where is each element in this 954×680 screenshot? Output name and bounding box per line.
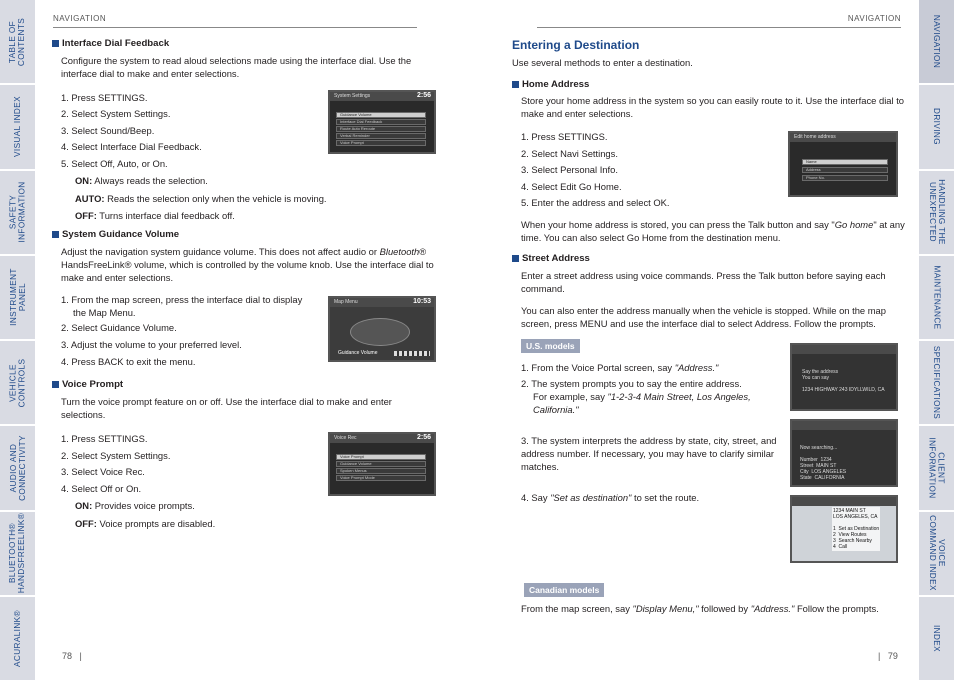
home-after: When your home address is stored, you can press the Talk button and say "Go home" at any time. You can also select Go Home from the destination menu. bbox=[521, 219, 905, 243]
street-step-2: 2. The system prompts you to say the entire address. bbox=[521, 378, 742, 389]
tab-voice-command-index[interactable]: VOICE COMMAND INDEX bbox=[919, 512, 954, 595]
street-step-4: 4. Say "Set as destination" to set the route. bbox=[521, 492, 700, 503]
screen-clock: 2:56 bbox=[416, 92, 431, 99]
page-subtitle: Use several methods to enter a destination. bbox=[512, 57, 693, 68]
voice-heading: Voice Prompt bbox=[52, 379, 123, 390]
volume-steps: 1. From the map screen, press the interface dial to display the Map Menu. 2. Select Guidance Volume. 3. Adjust the volume to your preferred level. 4. Press BACK to exit the menu. bbox=[61, 294, 303, 367]
tab-client-information[interactable]: CLIENT INFORMATION bbox=[919, 426, 954, 509]
tab-navigation[interactable]: NAVIGATION bbox=[919, 0, 954, 83]
dial-intro: Configure the system to read aloud selections made using the interface dial. Use the interface dial to make and enter selections. bbox=[61, 55, 412, 79]
heading-marker bbox=[52, 381, 59, 388]
canadian-instructions: From the map screen, say "Display Menu," followed by "Address." Follow the prompts. bbox=[521, 603, 879, 614]
dial-options: ON: Always reads the selection. AUTO: Reads the selection only when the vehicle is moving. OFF: Turns interface dial feedback off. bbox=[75, 175, 327, 221]
heading-marker bbox=[512, 81, 519, 88]
tab-audio-connectivity[interactable]: AUDIO AND CONNECTIVITY bbox=[0, 426, 35, 509]
screen-toolbar bbox=[792, 345, 896, 354]
screen-toolbar bbox=[792, 421, 896, 430]
left-chapter-tabs bbox=[0, 0, 35, 680]
map-menu-dial bbox=[350, 318, 410, 346]
tab-vehicle-controls[interactable]: VEHICLE CONTROLS bbox=[0, 341, 35, 424]
tab-index[interactable]: INDEX bbox=[919, 597, 954, 680]
right-chapter-tabs bbox=[919, 0, 954, 680]
street-step-2-example: For example, say "1-2-3-4 Main Street, Los Angeles, California." bbox=[533, 391, 751, 415]
voice-intro: Turn the voice prompt feature on or off. Use the interface dial to make and enter selections. bbox=[61, 396, 392, 420]
home-steps: 1. Press SETTINGS. 2. Select Navi Settings. 3. Select Personal Info. 4. Select Edit Go Home. 5. Enter the address and select OK. bbox=[521, 131, 670, 209]
tab-driving[interactable]: DRIVING bbox=[919, 85, 954, 168]
tab-bluetooth[interactable]: BLUETOOTH® HANDSFREELINK® bbox=[0, 512, 35, 595]
volume-heading: System Guidance Volume bbox=[52, 229, 179, 240]
voice-steps: 1. Press SETTINGS. 2. Select System Settings. 3. Select Voice Rec. 4. Select Off or On. bbox=[61, 433, 171, 494]
street-heading: Street Address bbox=[512, 253, 590, 264]
voice-options: ON: Provides voice prompts. OFF: Voice prompts are disabled. bbox=[75, 500, 216, 529]
canadian-models-badge: Canadian models bbox=[524, 583, 604, 597]
dial-heading: Interface Dial Feedback bbox=[52, 38, 169, 49]
street-step-3: 3. The system interprets the address by state, city, street, and address number. If necessary, you may have to clarify similar matches. bbox=[521, 435, 777, 472]
tab-maintenance[interactable]: MAINTENANCE bbox=[919, 256, 954, 339]
screen-toolbar bbox=[792, 497, 896, 506]
tab-table-of-contents[interactable]: TABLE OF CONTENTS bbox=[0, 0, 35, 83]
street-manual: You can also enter the address manually when the vehicle is stopped. While on the map screen, press MENU and use the interface dial to select Address. Follow the prompts. bbox=[521, 305, 886, 329]
dial-steps: 1. Press SETTINGS. 2. Select System Settings. 3. Select Sound/Beep. 4. Select Interface Dial Feedback. 5. Select Off, Auto, or On. bbox=[61, 92, 202, 169]
map-menu-screen: Map Menu 10:53 Guidance Volume bbox=[328, 296, 436, 362]
left-running-header: NAVIGATION bbox=[53, 14, 417, 28]
page-title: Entering a Destination bbox=[512, 38, 640, 52]
voice-rec-screen: Voice Rec 2:56 Voice Prompt Guidance Volume Spoken Menus Voice Prompt Mode bbox=[328, 432, 436, 496]
right-running-header: NAVIGATION bbox=[537, 14, 901, 28]
street-step-1: 1. From the Voice Portal screen, say "Address." bbox=[521, 362, 719, 373]
tab-instrument-panel[interactable]: INSTRUMENT PANEL bbox=[0, 256, 35, 339]
tab-acuralink[interactable]: ACURALINK® bbox=[0, 597, 35, 680]
tab-handling-unexpected[interactable]: HANDLING THE UNEXPECTED bbox=[919, 171, 954, 254]
page-number-left: 78 | bbox=[62, 651, 82, 661]
street-intro: Enter a street address using voice commands. Press the Talk button before saying each command. bbox=[521, 270, 886, 294]
heading-marker bbox=[512, 255, 519, 262]
volume-level-bar bbox=[394, 351, 430, 356]
tab-visual-index[interactable]: VISUAL INDEX bbox=[0, 85, 35, 168]
home-heading: Home Address bbox=[512, 79, 589, 90]
voice-address-screen: Say the address You can say 1234 HIGHWAY 243 IDYLLWILD, CA bbox=[790, 343, 898, 411]
edit-home-screen: Edit home address Name Address Phone No. bbox=[788, 131, 898, 197]
destination-map-screen: 1234 MAIN ST LOS ANGELES, CA 1 Set as Destination 2 View Routes 3 Search Nearby 4 Call bbox=[790, 495, 898, 563]
system-settings-screen: System Settings 2:56 Guidance Volume Interface Dial Feedback Route Auto Reroute Verbal Reminder Voice Prompt bbox=[328, 90, 436, 154]
tab-safety-information[interactable]: SAFETY INFORMATION bbox=[0, 171, 35, 254]
heading-marker bbox=[52, 40, 59, 47]
screen-title: System Settings bbox=[330, 92, 434, 101]
tab-specifications[interactable]: SPECIFICATIONS bbox=[919, 341, 954, 424]
volume-intro: Adjust the navigation system guidance volume. This does not affect audio or Bluetooth® HandsFreeLink® volume, which is controlled by the volume knob. Use the interface dial to make and enter selections. bbox=[61, 246, 434, 283]
heading-marker bbox=[52, 231, 59, 238]
page-number-right: | 79 bbox=[878, 651, 898, 661]
searching-screen: Now searching... Number 1234 Street MAIN ST City LOS ANGELES State CALIFORNIA bbox=[790, 419, 898, 487]
home-intro: Store your home address in the system so you can easily route to it. Use the interface dial to make and enter selections. bbox=[521, 95, 905, 119]
us-models-badge: U.S. models bbox=[521, 339, 580, 353]
